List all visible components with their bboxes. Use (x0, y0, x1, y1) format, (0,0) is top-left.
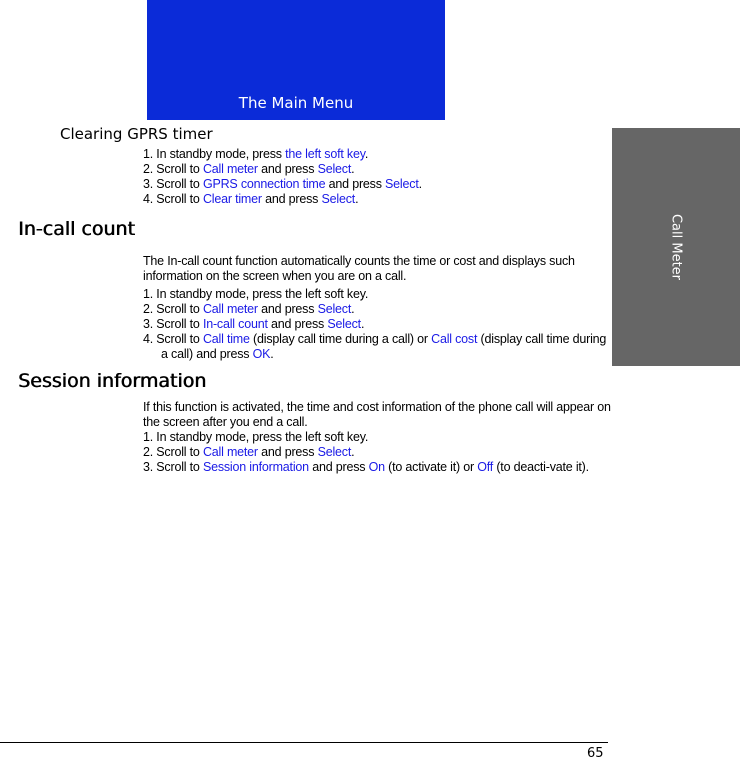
gprs-step-3: 3. Scroll to GPRS connection time and press Select. (143, 177, 422, 191)
in-call-step-2: 2. Scroll to Call meter and press Select. (143, 302, 355, 316)
gprs-step-1: 1. In standby mode, press the left soft key. (143, 147, 369, 161)
on-link: On (368, 460, 385, 474)
select-link: Select (327, 317, 361, 331)
in-call-count-section (143, 254, 611, 362)
in-call-step-1: 1. In standby mode, press the left soft key. (143, 287, 369, 301)
select-link: Select (317, 445, 352, 459)
off-link: Off (477, 460, 494, 474)
ok-link: OK (252, 347, 271, 361)
in-call-count-link: In-call count (202, 317, 268, 331)
session-step-3: 3. Scroll to Session information and press On (to activate it) or Off (to deacti-vate it). (143, 460, 589, 474)
gprs-steps (143, 147, 611, 207)
gprs-timer-heading: Clearing GPRS timer (60, 125, 213, 143)
clear-timer-link: Clear timer (202, 192, 262, 206)
in-call-count-heading: In-call count (18, 218, 135, 240)
gprs-connection-time-link: GPRS connection time (202, 177, 326, 191)
call-cost-link: Call cost (431, 332, 478, 346)
select-link: Select (317, 302, 352, 316)
chapter-tab-label: Call Meter (668, 213, 684, 281)
session-information-section (143, 400, 611, 475)
footer-divider (0, 742, 608, 743)
in-call-step-4: 4. Scroll to Call time (display call time during a call) or Call cost (display call time during a call) and press OK. (143, 332, 607, 361)
select-link: Select (317, 162, 352, 176)
banner-title: The Main Menu (238, 94, 354, 112)
session-intro: If this function is activated, the time and cost information of the phone call will appear on the screen after you end a call. (143, 400, 611, 429)
left-soft-key-link: the left soft key (285, 147, 365, 161)
session-information-link: Session information (202, 460, 309, 474)
session-step-1: 1. In standby mode, press the left soft key. (143, 430, 369, 444)
select-link: Select (321, 192, 356, 206)
in-call-step-3: 3. Scroll to In-call count and press Select. (143, 317, 365, 331)
session-step-2: 2. Scroll to Call meter and press Select. (143, 445, 355, 459)
call-meter-link: Call meter (202, 302, 258, 316)
gprs-step-4: 4. Scroll to Clear timer and press Select. (143, 192, 359, 206)
in-call-intro: The In-call count function automatically counts the time or cost and displays such information on the screen when you are on a call. (143, 254, 575, 283)
call-meter-link: Call meter (202, 162, 258, 176)
gprs-step-2: 2. Scroll to Call meter and press Select. (143, 162, 355, 176)
chapter-side-tab (612, 128, 740, 366)
call-time-link: Call time (202, 332, 250, 346)
page-number: 65 (587, 746, 604, 761)
session-information-heading: Session information (18, 370, 207, 392)
select-link: Select (385, 177, 419, 191)
main-menu-banner (147, 0, 445, 120)
call-meter-link: Call meter (202, 445, 258, 459)
